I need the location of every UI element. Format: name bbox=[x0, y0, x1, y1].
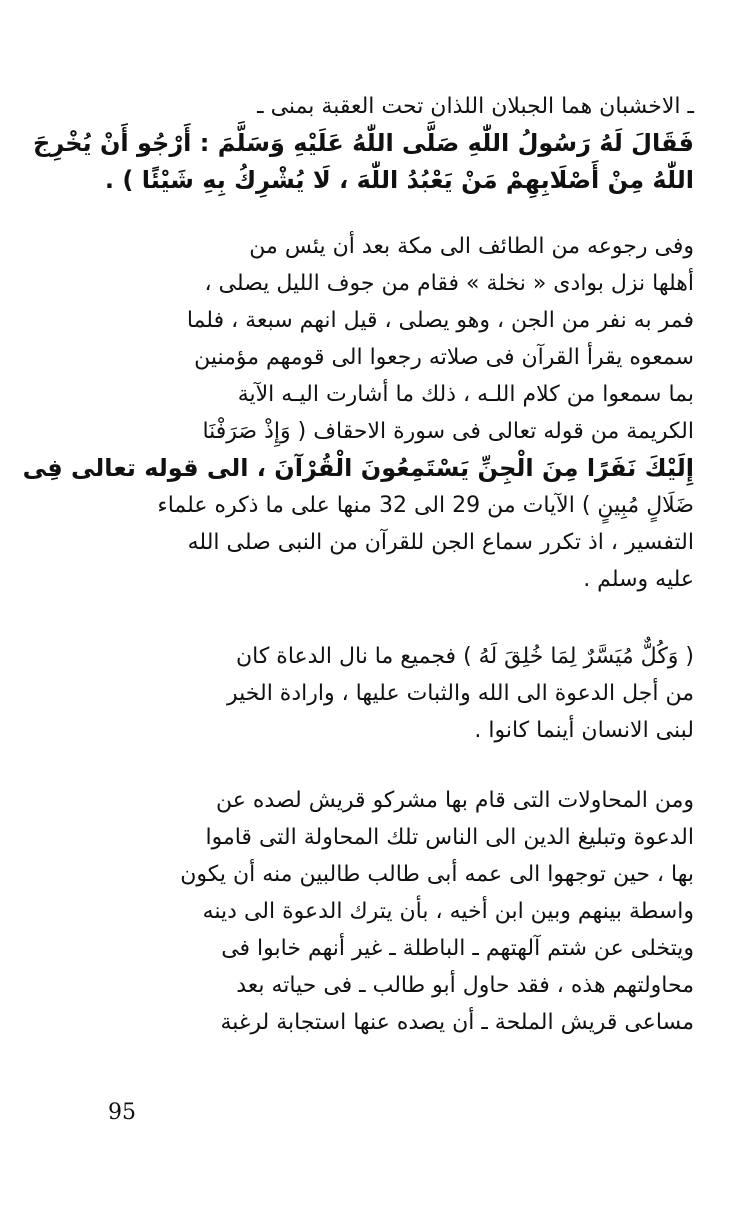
text-line: ويتخلى عن شتم آلهتهم ـ الباطلة ـ غير أنهم خابوا فى bbox=[221, 936, 694, 961]
text-line: لبنى الانسان أينما كانوا . bbox=[474, 718, 694, 743]
quran-line: إِلَيْكَ نَفَرًا مِنَ الْجِنِّ يَسْتَمِعُونَ الْقُرْآنَ ، الى قوله تعالى فِى bbox=[22, 454, 694, 482]
text-line: ضَلَالٍ مُبِينٍ ) الآيات من 29 الى 32 منها على ما ذكره علماء bbox=[157, 493, 694, 518]
text-line: محاولتهم هذه ، فقد حاول أبو طالب ـ فى حياته بعد bbox=[236, 973, 694, 998]
text-line: عليه وسلم . bbox=[583, 567, 694, 592]
paragraph-hadith bbox=[33, 88, 694, 199]
text-line: سمعوه يقرأ القرآن فى صلاته رجعوا الى قومهم مؤمنين bbox=[194, 345, 694, 370]
text-line: فمر به نفر من الجن ، وهو يصلى ، قيل انهم سبعة ، فلما bbox=[186, 308, 694, 333]
text-line: بها ، حين توجهوا الى عمه أبى طالب طالبين منه أن يكون bbox=[180, 862, 694, 887]
text-line: واسطة بينهم وبين ابن أخيه ، بأن يترك الدعوة الى دينه bbox=[202, 899, 694, 924]
text-line: الدعوة وتبليغ الدين الى الناس تلك المحاولة التى قاموا bbox=[205, 825, 694, 850]
text-line: ومن المحاولات التى قام بها مشركو قريش لصده عن bbox=[216, 788, 694, 813]
text-line: أهلها نزل بوادى « نخلة » فقام من جوف الليل يصلى ، bbox=[204, 271, 694, 296]
text-line: مساعى قريش الملحة ـ أن يصده عنها استجابة لرغبة bbox=[220, 1010, 694, 1035]
quran-line: اللّٰهُ مِنْ أَصْلَابِهِمْ مَنْ يَعْبُدُ اللّٰهَ ، لَا يُشْرِكُ بِهِ شَيْئًا ) . bbox=[104, 166, 694, 194]
paragraph-jinn bbox=[22, 228, 694, 598]
text-line: الكريمة من قوله تعالى فى سورة الاحقاف ( وَإِذْ صَرَفْنَا bbox=[202, 419, 694, 444]
page-number: 95 bbox=[108, 1100, 136, 1125]
text-line: بما سمعوا من كلام اللـه ، ذلك ما أشارت اليـه الآية bbox=[237, 382, 694, 407]
paragraph-quraysh bbox=[104, 782, 694, 1041]
text-line: من أجل الدعوة الى الله والثبات عليها ، وارادة الخير bbox=[227, 681, 694, 706]
text-line: ( وَكُلٌّ مُيَسَّرٌ لِمَا خُلِقَ لَهُ ) فجميع ما نال الدعاة كان bbox=[235, 644, 694, 669]
text-line: ـ الاخشبان هما الجبلان اللذان تحت العقبة بمنى ـ bbox=[257, 94, 694, 119]
text-line: التفسير ، اذ تكرر سماع الجن للقرآن من النبى صلى الله bbox=[187, 530, 694, 555]
paragraph-dawah bbox=[104, 638, 694, 749]
text-line: وفى رجوعه من الطائف الى مكة بعد أن يئس من bbox=[249, 234, 694, 259]
quran-line: فَقَالَ لَهُ رَسُولُ اللّٰهِ صَلَّى اللّٰهُ عَلَيْهِ وَسَلَّمَ : أَرْجُو أَنْ يُخْرِجَ bbox=[33, 129, 694, 157]
